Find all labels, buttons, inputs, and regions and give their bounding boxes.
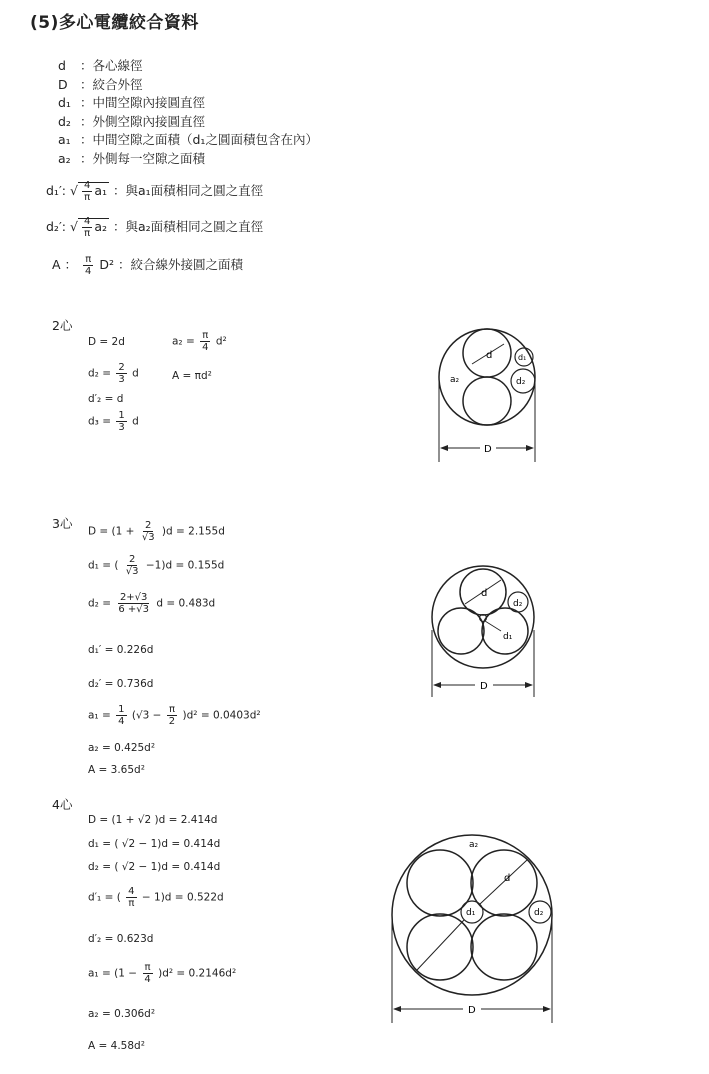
label-d: d — [481, 588, 488, 599]
definition-a2: a₂ ：外側每一空隙之面積 — [58, 150, 206, 166]
eq-4core-a2: a₂ = 0.306d² — [88, 1008, 156, 1020]
fraction: $\frac{\pi}{4}$ — [144, 962, 151, 985]
label-d2: d₂ — [513, 599, 523, 609]
formula-A: A ： $\frac{\pi}{4}$ D² ：絞合線外接圓之面積 — [52, 254, 244, 277]
fraction: $\frac{\pi}{2}$ — [168, 704, 176, 727]
label-D: D — [484, 444, 492, 455]
fraction: $\frac{4}{\pi}$ — [128, 886, 135, 909]
eq-4core-A: A = 4.58d² — [88, 1040, 145, 1052]
section-heading-4core: 4心 — [52, 797, 73, 812]
section-heading-2core: 2心 — [52, 318, 73, 333]
eq-4core-D: D = (1 + √2 )d = 2.414d — [88, 814, 218, 826]
eq-2core-d3: d₃ = $\frac{1}{3}$ d — [88, 410, 139, 433]
arrow-left-icon — [433, 682, 441, 688]
definition-d2: d₂ ：外側空隙內接圓直徑 — [58, 113, 206, 129]
eq-2core-d2prime: d′₂ = d — [88, 393, 124, 405]
diagram-4core — [385, 825, 565, 1025]
eq-3core-d1prime: d₁′ = 0.226d — [88, 644, 154, 656]
eq-3core-A: A = 3.65d² — [88, 764, 145, 776]
eq-4core-d2prime: d′₂ = 0.623d — [88, 933, 154, 945]
fraction: $\frac{2}{√3}$ — [125, 554, 139, 577]
arrow-right-icon — [526, 445, 534, 451]
outer-circle — [432, 566, 534, 668]
arrow-left-icon — [393, 1006, 401, 1012]
eq-2core-A: A = πd² — [172, 370, 212, 382]
arrow-left-icon — [440, 445, 448, 451]
leader-line — [485, 621, 501, 631]
core-circle — [471, 914, 537, 980]
fraction: $\frac{\pi}{4}$ — [202, 330, 209, 353]
definition-D: D ：絞合外徑 — [58, 76, 143, 92]
definition-list — [58, 56, 318, 167]
diagram-2core — [430, 320, 550, 470]
fraction: $\frac{2}{3}$ — [118, 362, 125, 385]
eq-2core-D: D = 2d — [88, 336, 125, 348]
fraction: $\frac{\pi}{4}$ — [85, 254, 92, 277]
diagram-3core — [425, 555, 545, 705]
fraction: $\frac{2}{√3}$ — [141, 520, 155, 543]
label-d2: d₂ — [516, 377, 526, 387]
core-circle — [463, 377, 511, 425]
label-a2: a₂ — [450, 375, 460, 385]
eq-4core-d1: d₁ = ( √2 − 1)d = 0.414d — [88, 838, 221, 850]
eq-3core-d2: d₂ = $\frac{2+√3}{6 +√3}$ d = 0.483d — [88, 592, 216, 615]
label-D: D — [468, 1005, 476, 1016]
eq-4core-d2: d₂ = ( √2 − 1)d = 0.414d — [88, 861, 221, 873]
section-heading-3core: 3心 — [52, 516, 73, 531]
eq-4core-a1: a₁ = (1 − $\frac{\pi}{4}$ )d² = 0.2146d² — [88, 962, 237, 985]
page-title: (5)多心電纜絞合資料 — [30, 13, 199, 33]
arrow-right-icon — [543, 1006, 551, 1012]
fraction: $\frac{1}{4}$ — [118, 704, 125, 727]
fraction: $\frac{4}{\pi}$ — [83, 216, 91, 239]
core-circle — [438, 608, 484, 654]
definition-a1: a₁ ：中間空隙之面積（d₁之圓面積包含在內） — [58, 132, 318, 147]
core-circle — [407, 914, 473, 980]
fraction: $\frac{4}{\pi}$ — [83, 180, 91, 203]
label-a2: a₂ — [469, 840, 479, 850]
arrow-right-icon — [525, 682, 533, 688]
label-d1: d₁ — [466, 908, 476, 918]
eq-3core-d1: d₁ = ( $\frac{2}{√3}$ −1)d = 0.155d — [88, 554, 225, 577]
definition-d: d ：各心線徑 — [58, 58, 143, 73]
fraction: $\frac{2+√3}{6 +√3}$ — [118, 592, 150, 615]
label-d2: d₂ — [534, 908, 544, 918]
eq-2core-d2: d₂ = $\frac{2}{3}$ d — [88, 362, 139, 385]
eq-3core-a2: a₂ = 0.425d² — [88, 742, 156, 754]
eq-2core-a2: a₂ = $\frac{\pi}{4}$ d² — [172, 330, 227, 353]
formula-d1-prime: d₁′: √ $\frac{4}{\pi}$ a₁ ：與a₁面積相同之圓之直徑 — [46, 180, 264, 203]
label-d: d — [486, 350, 493, 361]
label-d1: d₁ — [518, 353, 527, 362]
label-d1: d₁ — [503, 632, 513, 642]
eq-3core-a1: a₁ = $\frac{1}{4}$ (√3 − $\frac{\pi}{2}$ )d² = 0.0403d² — [88, 704, 261, 727]
label-d: d — [504, 873, 511, 884]
eq-4core-d1prime: d′₁ = ( $\frac{4}{\pi}$ − 1)d = 0.522d — [88, 886, 224, 909]
definition-d1: d₁ ：中間空隙內接圓直徑 — [58, 95, 206, 110]
eq-3core-D: D = (1 + $\frac{2}{√3}$ )d = 2.155d — [88, 520, 225, 543]
d1-dimension-line — [417, 920, 464, 970]
core-circle — [482, 608, 528, 654]
formula-d2-prime: d₂′: √ $\frac{4}{\pi}$ a₂ ：與a₂面積相同之圓之直徑 — [46, 216, 264, 239]
eq-3core-d2prime: d₂′ = 0.736d — [88, 678, 154, 690]
fraction: $\frac{1}{3}$ — [118, 410, 125, 433]
label-D: D — [480, 681, 488, 692]
